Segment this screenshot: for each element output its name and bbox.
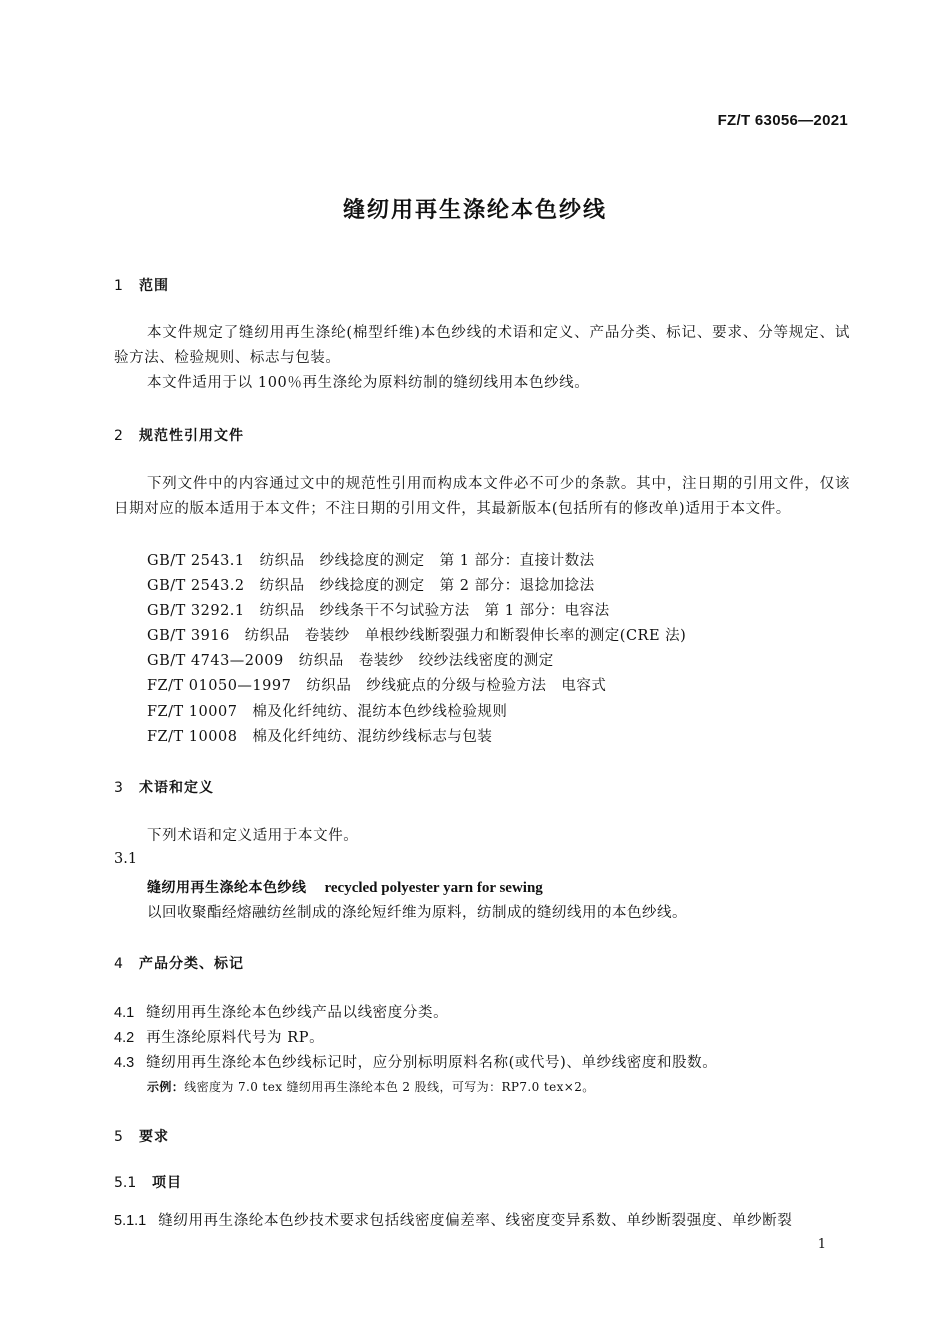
clause-text: 缝纫用再生涤纶本色纱技术要求包括线密度偏差率、线密度变异系数、单纱断裂强度、单纱断裂 [158, 1213, 793, 1229]
section-number: 1 [114, 278, 123, 294]
term-definition: 以回收聚酯经熔融纺丝制成的涤纶短纤维为原料，纺制成的缝纫线用的本色纱线。 [147, 905, 687, 921]
clause-text: 缝纫用再生涤纶本色纱线标记时，应分别标明原料名称(或代号)、单纱线密度和股数。 [146, 1055, 718, 1071]
reference-item: FZ/T 10007 棉及化纤纯纺、混纺本色纱线检验规则 [147, 704, 508, 720]
term-chinese: 缝纫用再生涤纶本色纱线 [147, 880, 307, 896]
example-label: 示例： [147, 1080, 185, 1094]
terms-intro: 下列术语和定义适用于本文件。 [147, 828, 359, 844]
term-english: recycled polyester yarn for sewing [324, 880, 543, 896]
section-number: 4 [114, 956, 123, 972]
term-title [147, 877, 543, 897]
example-note [147, 1078, 595, 1095]
reference-item: GB/T 2543.2 纺织品 纱线捻度的测定 第 2 部分：退捻加捻法 [147, 578, 595, 594]
section-title: 术语和定义 [139, 780, 214, 796]
references-intro: 下列文件中的内容通过文中的规范性引用而构成本文件必不可少的条款。其中，注日期的引用文件，仅该日期对应的版本适用于本文件；不注日期的引用文件，其最新版本(包括所有的修改单)适用于本文件。 [114, 476, 850, 517]
section-heading-scope [114, 275, 169, 295]
clause-number: 4.2 [114, 1030, 135, 1046]
clause-4-1 [114, 1001, 448, 1022]
reference-item: GB/T 4743—2009 纺织品 卷装纱 绞纱法线密度的测定 [147, 653, 554, 669]
clause-text: 缝纫用再生涤纶本色纱线产品以线密度分类。 [146, 1005, 449, 1021]
clause-text: 再生涤纶原料代号为 RP。 [146, 1030, 325, 1046]
clause-number: 5.1.1 [114, 1213, 147, 1229]
term-number: 3.1 [114, 851, 138, 867]
section-title: 产品分类、标记 [139, 956, 244, 972]
page-number: 1 [817, 1237, 826, 1252]
scope-paragraph-1: 本文件规定了缝纫用再生涤纶(棉型纤维)本色纱线的术语和定义、产品分类、标记、要求、分等规定、试验方法、检验规则、标志与包装。 [114, 325, 850, 366]
subsection-title: 项目 [152, 1175, 182, 1191]
section-number: 2 [114, 428, 123, 444]
section-title: 范围 [139, 278, 169, 294]
reference-item: FZ/T 01050—1997 纺织品 纱线疵点的分级与检验方法 电容式 [147, 678, 607, 694]
clause-number: 4.1 [114, 1005, 135, 1021]
reference-item: FZ/T 10008 棉及化纤纯纺、混纺纱线标志与包装 [147, 729, 493, 745]
reference-item: GB/T 3916 纺织品 卷装纱 单根纱线断裂强力和断裂伸长率的测定(CRE 法) [147, 628, 687, 644]
example-text: 线密度为 7.0 tex 缝纫用再生涤纶本色 2 股线，可写为：RP7.0 tex×2。 [184, 1080, 595, 1094]
subsection-heading-items [114, 1172, 182, 1192]
clause-5-1-1 [114, 1209, 792, 1230]
section-heading-normative-references [114, 425, 244, 445]
reference-item: GB/T 2543.1 纺织品 纱线捻度的测定 第 1 部分：直接计数法 [147, 553, 595, 569]
clause-number: 4.3 [114, 1055, 135, 1071]
document-title: 缝纫用再生涤纶本色纱线 [342, 198, 607, 223]
clause-4-2 [114, 1026, 324, 1047]
section-title: 要求 [139, 1129, 169, 1145]
section-number: 5 [114, 1129, 123, 1145]
standard-number: FZ/T 63056—2021 [717, 112, 848, 129]
scope-paragraph-2: 本文件适用于以 100％再生涤纶为原料纺制的缝纫线用本色纱线。 [147, 375, 590, 391]
section-heading-classification [114, 953, 244, 973]
section-heading-terms [114, 777, 214, 797]
subsection-number: 5.1 [114, 1175, 137, 1191]
section-number: 3 [114, 780, 123, 796]
section-title: 规范性引用文件 [139, 428, 244, 444]
section-heading-requirements [114, 1126, 169, 1146]
clause-4-3 [114, 1051, 717, 1072]
reference-item: GB/T 3292.1 纺织品 纱线条干不匀试验方法 第 1 部分：电容法 [147, 603, 610, 619]
